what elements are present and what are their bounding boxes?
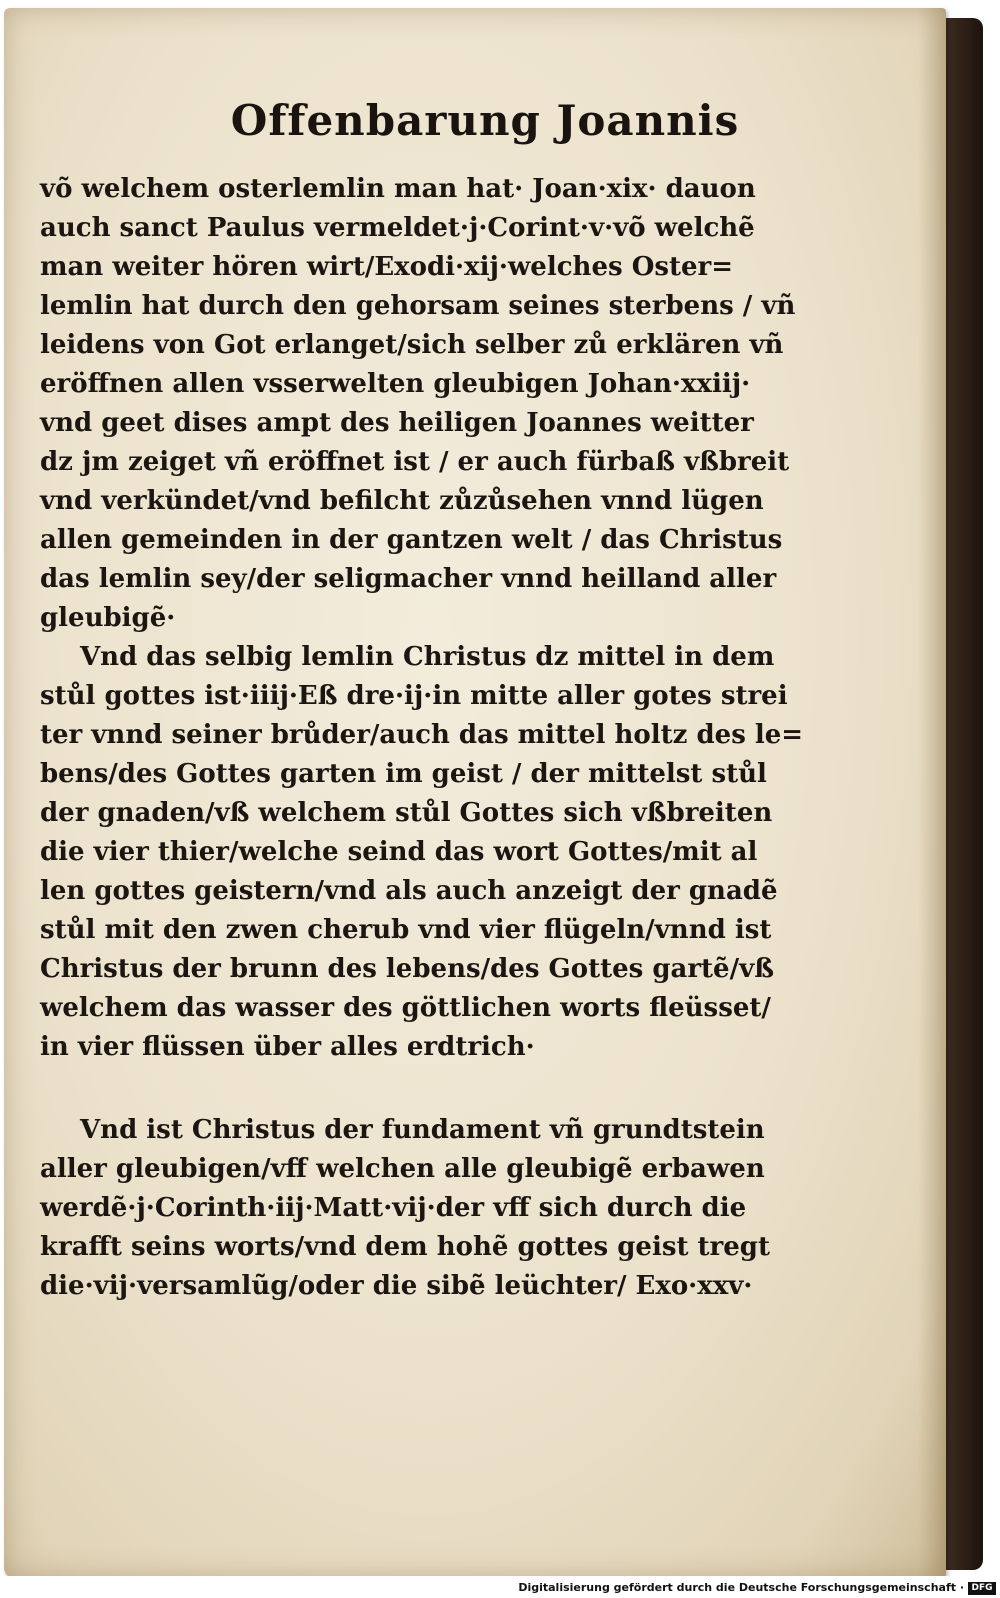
body-text [40,170,810,1306]
text-line: Vnd ist Christus der fundament vñ grundtstein [80,1115,765,1145]
text-line: stůl mit den zwen cherub vnd vier flügeln/vnnd ist [40,915,772,945]
text-line: eröffnen allen vsserwelten gleubigen Johan·xxiij· [40,369,751,399]
text-line: die·vij·versamlũg/oder die sibẽ leüchter/ Exo·xxv· [40,1271,753,1301]
dfg-logo: DFG [968,1582,996,1595]
text-line: Christus der brunn des lebens/des Gottes gartẽ/vß [40,954,774,984]
text-line: leidens von Got erlanget/sich selber zů erklären vñ [40,330,784,360]
footer-bar [0,1576,1000,1598]
text-line: len gottes geistern/vnd als auch anzeigt der gnadẽ [40,876,778,906]
book-page [4,8,946,1578]
text-line: lemlin hat durch den gehorsam seines sterbens / vñ [40,291,796,321]
text-line: allen gemeinden in der gantzen welt / das Christus [40,525,783,555]
paragraph-gap [40,1067,810,1111]
text-line: man weiter hören wirt/Exodi·xij·welches Oster= [40,252,734,282]
text-line: der gnaden/vß welchem stůl Gottes sich vßbreiten [40,798,773,828]
text-line: gleubigẽ· [40,603,176,633]
text-line: vnd verkündet/vnd befilcht zůzůsehen vnnd lügen [40,486,764,516]
text-line: ter vnnd seiner brůder/auch das mittel holtz des le= [40,720,804,750]
text-line: bens/des Gottes garten im geist / der mittelst stůl [40,759,767,789]
text-line: krafft seins worts/vnd dem hohẽ gottes geist tregt [40,1232,770,1262]
text-line: in vier flüssen über alles erdtrich· [40,1032,535,1062]
text-line: dz jm zeiget vñ eröffnet ist / er auch fürbaß vßbreit [40,447,790,477]
text-line: võ welchem osterlemlin man hat· Joan·xix· dauon [40,174,756,204]
text-line: werdẽ·j·Corinth·iij·Matt·vij·der vff sich durch die [40,1193,747,1223]
running-head: Offenbarung Joannis [230,96,740,145]
text-line: Vnd das selbig lemlin Christus dz mittel in dem [80,642,775,672]
text-line: aller gleubigen/vff welchen alle gleubigẽ erbawen [40,1154,765,1184]
text-line: das lemlin sey/der seligmacher vnnd heilland aller [40,564,777,594]
text-line: stůl gottes ist·iiij·Eß dre·ij·in mitte aller gotes strei [40,681,788,711]
funding-credit: Digitalisierung gefördert durch die Deutsche Forschungsgemeinschaft · [518,1581,964,1594]
text-line: auch sanct Paulus vermeldet·j·Corint·v·võ welchẽ [40,213,755,243]
text-line: vnd geet dises ampt des heiligen Joannes weitter [40,408,754,438]
text-line: die vier thier/welche seind das wort Gottes/mit al [40,837,758,867]
text-line: welchem das wasser des göttlichen worts fleüsset/ [40,993,771,1023]
